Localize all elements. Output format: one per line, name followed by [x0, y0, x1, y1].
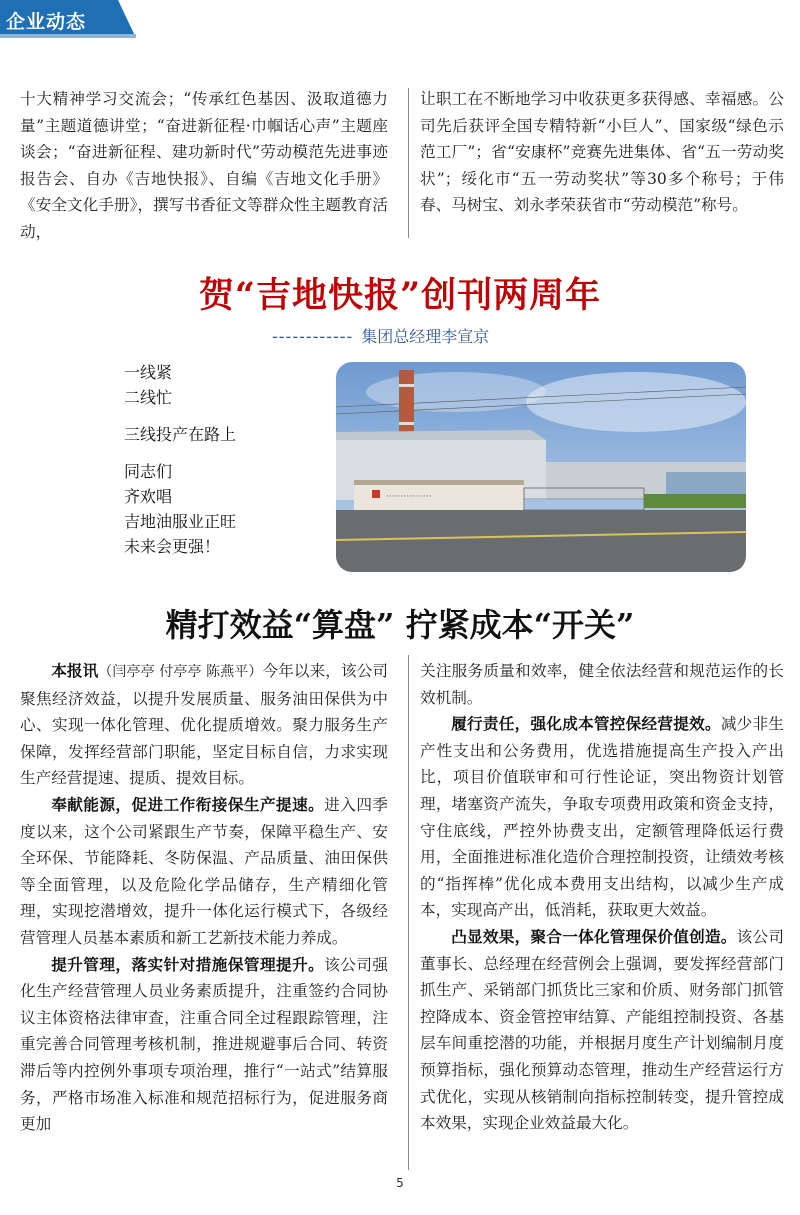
article2-continuation: 关注服务质量和效率，健全依法经营和规范运作的长效机制。 [420, 662, 784, 707]
section-heading: 履行责任，强化成本管控保经营提效。 [451, 714, 721, 734]
section-label: 企业动态 [6, 11, 87, 33]
article1-title: 贺“吉地快报”创刊两周年 [198, 275, 602, 316]
top-left-text: 十大精神学习交流会；“传承红色基因、汲取道德力量”主题道德讲堂；“奋进新征程·巾帼话心声”主题座谈会；“奋进新征程、建功新时代”劳动模范先进事迹报告会、自办《吉地快报》、自编《吉地文化手册》《安全文化手册》，撰写书香征文等群众性主题教育活动， [20, 90, 388, 241]
poem [124, 360, 236, 559]
section-text: 进入四季度以来，这个公司紧跟生产节奏，保障平稳生产、安全环保、节能降耗、冬防保温、产品质量、油田保供等全面管理，以及危险化学品储存，生产精细化管理，实现挖潜增效，提升一体化运行模式下，各级经营管理人员基本素质和新工艺新技术能力养成。 [20, 795, 388, 947]
factory-photo [336, 362, 746, 572]
article2-right-column [420, 658, 784, 1137]
byline-dashes: ------------ [272, 327, 354, 346]
article2-title: 精打效益“算盘” 拧紧成本“开关” [165, 606, 635, 644]
top-left-column [20, 86, 388, 246]
article2-section [420, 924, 784, 1137]
svg-text:················: ················ [386, 492, 432, 502]
section-heading: 凸显效果，聚合一体化管理保价值创造。 [451, 926, 737, 946]
byline-author: 集团总经理李宣京 [361, 327, 490, 346]
article1-byline [272, 324, 489, 347]
top-right-text: 让职工在不断地学习中收获更多获得感、幸福感。公司先后获评全国专精特新“小巨人”、国家级“绿色示范工厂”；省“安康杯”竞赛先进集体、省“五一劳动奖状”；绥化市“五一劳动奖状”等30多个称号；于伟春、马树宝、刘永孝荣获省市“劳动模范”称号。 [420, 90, 784, 215]
article2-section [20, 952, 388, 1138]
poem-line [124, 447, 236, 459]
poem-line: 二线忙 [124, 388, 173, 407]
poem-line: 三线投产在路上 [124, 425, 237, 444]
lead-label: 本报讯 [51, 661, 99, 680]
top-right-column [420, 86, 784, 219]
poem-line: 未来会更强！ [124, 537, 221, 556]
section-text: 减少非生产性支出和公务费用，优选措施提高生产投入产出比，项目价值联审和可行性论证，突出物资计划管理，堵塞资产流失，争取专项费用政策和资金支持，守住底线，严控外协费支出，定额管理降低运行费用，全面推进标准化造价合理控制投资，让绩效考核的“指挥棒”优化成本费用支出结构，以减少生产成本，实现高产出，低消耗，获取更大效益。 [420, 715, 784, 920]
section-header-tab [0, 0, 135, 38]
page-number: 5 [396, 1176, 404, 1190]
lead-authors: （闫亭亭 付亭亭 陈燕平） [98, 664, 263, 680]
column-divider [408, 655, 409, 1170]
poem-line: 吉地油服业正旺 [124, 512, 237, 531]
article2-left-column [20, 658, 388, 1138]
factory-illustration [336, 362, 746, 572]
section-text: 该公司强化生产经营管理人员业务素质提升，注重签约合同协议主体资格法律审查，注重合同全过程跟踪管理，注重完善合同管理考核机制，推进规避事后合同、转资滞后等内控例外事项专项治理，推行“一站式”结算服务，严格市场准入标准和规范招标行为，促进服务商更加 [20, 955, 388, 1134]
article2-section [420, 711, 784, 924]
section-heading: 提升管理，落实针对措施保管理提升。 [51, 954, 325, 974]
poem-line: 齐欢唱 [124, 487, 173, 506]
poem-line [124, 410, 236, 422]
poem-line: 同志们 [124, 462, 173, 481]
column-divider [408, 88, 409, 238]
article2-lead [20, 658, 388, 792]
section-heading: 奉献能源，促进工作衔接保生产提速。 [51, 794, 325, 814]
poem-line: 一线紧 [124, 363, 173, 382]
section-text: 该公司董事长、总经理在经营例会上强调，要发挥经营部门抓生产、采销部门抓货比三家和价质、财务部门抓管控降成本、资金管控审结算、产能组控制投资、各基层车间重挖潜的功能，并根据月度生产计划编制月度预算指标，强化预算动态管理，推动生产经营运行方式优化，实现从核销制向指标控制转变，提升管控成本效果，实现企业效益最大化。 [420, 927, 784, 1133]
article2-section [20, 792, 388, 952]
lead-text: 今年以来，该公司聚焦经济效益，以提升发展质量、服务油田保供为中心、实现一体化管理、优化提质增效。聚力服务生产保障，发挥经营部门职能，坚定目标自信，力求实现生产经营提速、提质、提效目标。 [20, 662, 388, 788]
